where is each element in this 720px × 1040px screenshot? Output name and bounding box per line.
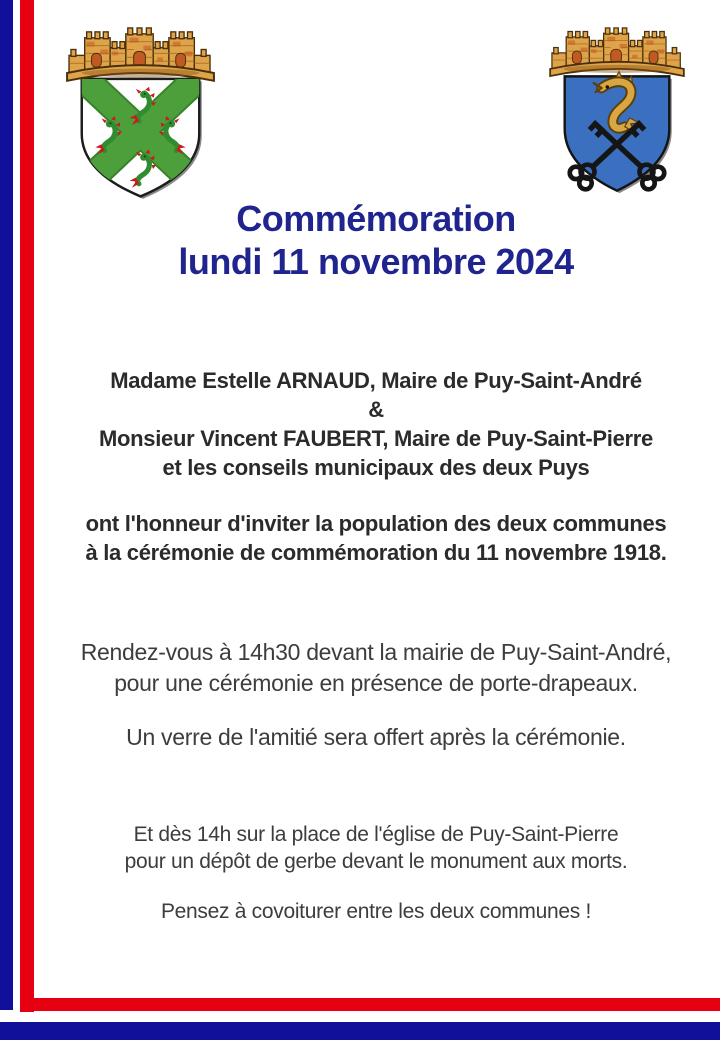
invitation-paragraph-2 xyxy=(36,509,716,567)
mural-crown-icon xyxy=(67,28,214,81)
coat-of-arms-puy-saint-pierre-icon xyxy=(549,26,685,212)
bottom-red-band xyxy=(20,998,720,1011)
secondary-info-block xyxy=(36,821,716,925)
invitation-ampersand: & xyxy=(368,397,384,422)
invitation-line: Monsieur Vincent FAUBERT, Maire de Puy-Saint-Pierre xyxy=(99,426,653,451)
secondary-line: pour un dépôt de gerbe devant le monument aux morts. xyxy=(124,850,628,873)
ceremony-details-block xyxy=(36,637,716,753)
bottom-blue-band xyxy=(0,1022,720,1040)
invitation-line: ont l'honneur d'inviter la population des deux communes xyxy=(85,511,667,536)
mural-crown-icon xyxy=(550,28,684,76)
left-red-stripe xyxy=(20,0,34,1012)
invitation-block xyxy=(36,366,716,567)
shield xyxy=(74,71,207,199)
invitation-line: Madame Estelle ARNAUD, Maire de Puy-Saint-André xyxy=(110,368,642,393)
details-footer: Un verre de l'amitié sera offert après la cérémonie. xyxy=(126,724,626,750)
left-blue-stripe xyxy=(0,0,13,1010)
page-title xyxy=(36,197,716,283)
details-line: Rendez-vous à 14h30 devant la mairie de Puy-Saint-André, xyxy=(80,639,672,665)
invitation-line: et les conseils municipaux des deux Puys xyxy=(162,455,590,480)
invitation-line: à la cérémonie de commémoration du 11 novembre 1918. xyxy=(85,540,667,565)
carpool-note: Pensez à covoiturer entre les deux communes ! xyxy=(160,900,592,923)
title-line-2: lundi 11 novembre 2024 xyxy=(178,241,574,282)
details-line: pour une cérémonie en présence de porte-drapeaux. xyxy=(114,670,638,696)
secondary-line: Et dès 14h sur la place de l'église de Puy-Saint-Pierre xyxy=(133,823,619,846)
title-line-1: Commémoration xyxy=(236,198,516,239)
shield xyxy=(565,72,672,194)
coat-of-arms-puy-saint-andre-icon xyxy=(62,26,219,214)
